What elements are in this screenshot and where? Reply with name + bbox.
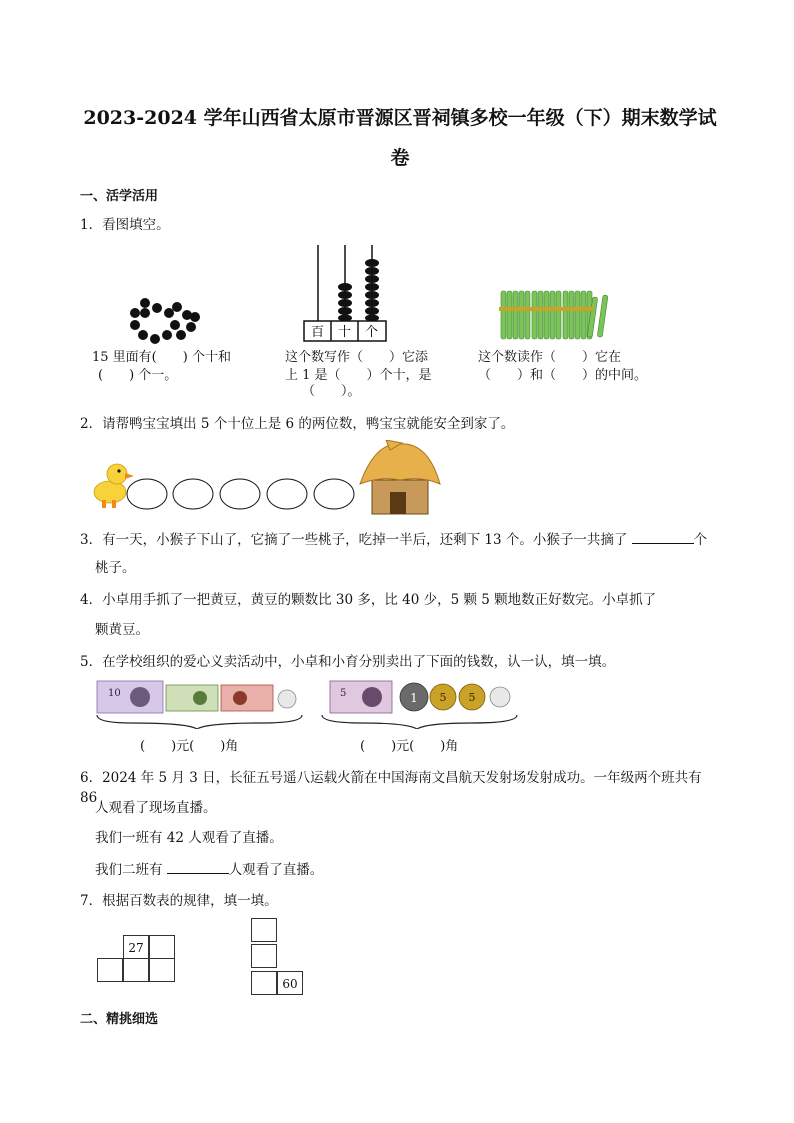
q6-suffix: 人观看了直播。 — [228, 862, 324, 878]
coin-value-5a: 5 — [439, 691, 447, 704]
q1-caption-b-line2: 上 1 是（ ）个十，是 — [285, 368, 432, 383]
section-heading-2: 二、精挑细选 — [80, 1012, 159, 1027]
abacus-label-ones: 个 — [364, 325, 379, 340]
question-7: 7．根据百数表的规律，填一填。 — [80, 893, 278, 909]
q1-caption-c-line1: 这个数读作（ ）它在 — [478, 350, 622, 365]
one-yuan-coin-image — [400, 683, 428, 711]
q1-caption-c-line2: （ ）和（ ）的中间。 — [478, 368, 648, 383]
question-6-line3: 我们一班有 42 人观看了直播。 — [95, 830, 283, 846]
q3-text: 3．有一天，小猴子下山了，它摘了一些桃子，吃掉一半后，还剩下 13 个。小猴子一共摘了 — [80, 532, 632, 548]
ten-yuan-note-image — [97, 681, 163, 713]
answer-oval-1 — [127, 479, 167, 509]
q5-answer-right[interactable]: ( )元( )角 — [360, 739, 459, 754]
grid-b-cell-1[interactable] — [251, 918, 277, 942]
abacus-label-tens: 十 — [337, 325, 352, 340]
grid-b-cell-2[interactable] — [251, 944, 277, 968]
small-coin-image — [278, 690, 296, 708]
q6-answer-blank[interactable] — [167, 859, 229, 874]
grid-b-cell-4: 60 — [277, 971, 303, 995]
page-title-line2: 卷 — [390, 147, 410, 169]
five-yuan-note-image — [330, 681, 392, 713]
q5-answer-left[interactable]: ( )元( )角 — [140, 739, 239, 754]
duck-image — [94, 464, 134, 508]
grid-a-cell-center[interactable] — [123, 958, 149, 982]
one-yuan-note-image — [166, 685, 218, 711]
grid-a-cell-right[interactable] — [149, 958, 175, 982]
page-title: 2023-2024 学年山西省太原市晋源区晋祠镇多校一年级（下）期末数学试 — [83, 107, 717, 129]
abacus-label-hundreds: 百 — [310, 325, 325, 340]
five-jiao-coin-image-1 — [430, 684, 456, 710]
small-coin-image-2 — [490, 687, 510, 707]
answer-oval-5 — [314, 479, 354, 509]
question-3 — [80, 529, 720, 550]
brace-left — [97, 715, 302, 729]
house-image — [360, 440, 440, 514]
answer-oval-3 — [220, 479, 260, 509]
q1-illustrations — [95, 243, 655, 348]
q1-caption-a-line2: ( ) 个一。 — [98, 368, 178, 383]
grid-a-cell-top: 27 — [123, 935, 149, 959]
note-value-10: 10 — [108, 688, 121, 699]
q3-unit: 个 — [693, 532, 708, 548]
jiao-note-image — [221, 685, 273, 711]
five-jiao-coin-image-2 — [459, 684, 485, 710]
coin-value-1: 1 — [410, 691, 418, 705]
question-4: 4．小卓用手抓了一把黄豆，黄豆的颗数比 30 多，比 40 少，5 颗 5 颗地数正好数完。小卓抓了 — [80, 592, 657, 608]
question-5: 5．在学校组织的爱心义卖活动中，小卓和小育分别卖出了下面的钱数，认一认，填一填。 — [80, 654, 616, 670]
grid-a-cell-left[interactable] — [97, 958, 123, 982]
q1-caption-b-line1: 这个数写作（ ）它添 — [285, 350, 429, 365]
question-6-line4 — [95, 859, 725, 880]
section-heading-1: 一、活学活用 — [80, 189, 159, 204]
question-1: 1．看图填空。 — [80, 217, 170, 233]
question-6: 6．2024 年 5 月 3 日，长征五号遥八运载火箭在中国海南文昌航天发射场发射成功。一年级两个班共有 86 — [80, 770, 702, 806]
brace-right — [322, 715, 517, 729]
answer-oval-4 — [267, 479, 307, 509]
q1-caption-a-line1: 15 里面有( ) 个十和 — [92, 350, 231, 365]
note-value-5: 5 — [340, 688, 347, 699]
grid-a-cell-top-right[interactable] — [149, 935, 175, 959]
answer-oval-2 — [173, 479, 213, 509]
question-2: 2．请帮鸭宝宝填出 5 个十位上是 6 的两位数，鸭宝宝就能安全到家了。 — [80, 416, 515, 432]
grid-b-cell-3[interactable] — [251, 971, 277, 995]
q2-duck-path — [90, 440, 450, 518]
grid-a-spacer — [97, 935, 123, 959]
question-6-line2: 人观看了现场直播。 — [95, 800, 217, 816]
question-4-line2: 颗黄豆。 — [95, 622, 149, 638]
coin-value-5b: 5 — [468, 691, 476, 704]
stick-bundles-image — [499, 291, 608, 339]
q3-answer-blank[interactable] — [632, 529, 694, 544]
q6-text: 我们二班有 — [95, 862, 167, 878]
bead-cluster-image — [130, 298, 200, 344]
q1-caption-b-line3: （ ）。 — [302, 384, 361, 399]
q5-money-images — [92, 677, 522, 729]
question-3-line2: 桃子。 — [95, 560, 136, 576]
